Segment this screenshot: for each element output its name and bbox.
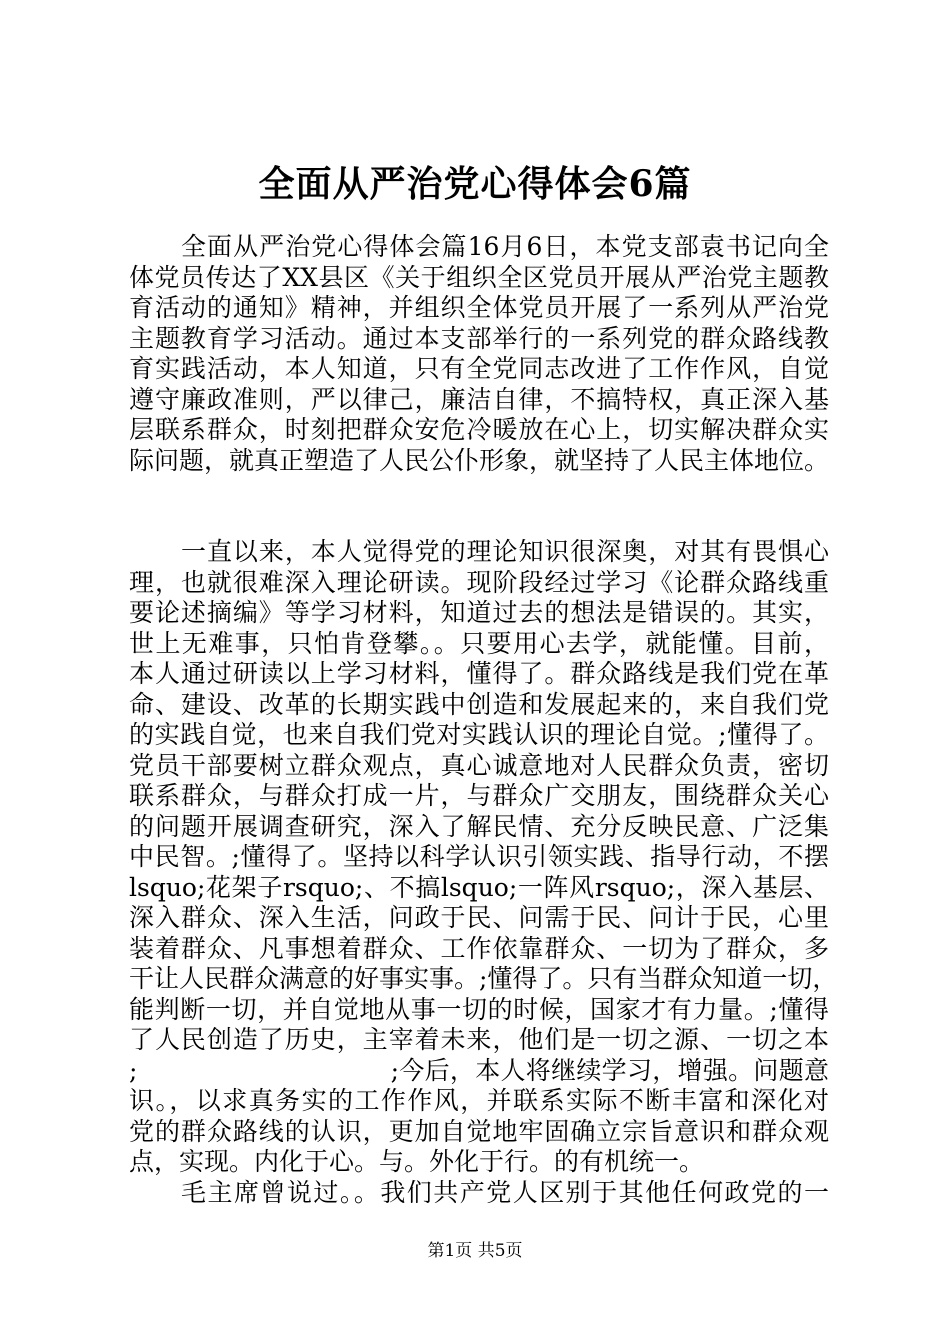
text-line: ; ;今后，本人将继续学习，增强。问题意 <box>129 1055 829 1085</box>
text-line: lsquo;花架子rsquo;、不搞lsquo;一阵风rsquo;，深入基层、 <box>129 872 829 902</box>
text-line: 深入群众、深入生活，问政于民、问需于民、问计于民，心里 <box>129 903 829 932</box>
document-title: 全面从严治党心得体会6篇 <box>258 163 692 205</box>
paragraph-2 <box>129 537 838 1178</box>
text-line: 际问题，就真正塑造了人民公仆形象，就坚持了人民主体地位。 <box>129 445 830 475</box>
text-line: 理，也就很难深入理论研读。现阶段经过学习《论群众路线重 <box>129 567 829 597</box>
text-line: 点，实现。内化于心。与。外化于行。的有机统一。 <box>129 1147 705 1176</box>
text-line: 本人通过研读以上学习材料，懂得了。群众路线是我们党在革 <box>129 659 829 688</box>
text-line: 党员干部要树立群众观点，真心诚意地对人民群众负责，密切 <box>129 750 829 780</box>
text-line: 全面从严治党心得体会篇16月6日，本党支部袁书记向全 <box>181 232 829 261</box>
paragraph-3 <box>129 1178 829 1209</box>
text-line: 层联系群众，时刻把群众安危冷暖放在心上，切实解决群众实 <box>129 415 829 444</box>
text-line: 毛主席曾说过。。我们共产党人区别于其他任何政党的一 <box>181 1177 829 1207</box>
text-line: 要论述摘编》等学习材料，知道过去的想法是错误的。其实， <box>129 598 829 627</box>
text-line: 世上无难事，只怕肯登攀。。只要用心去学，就能懂。目前， <box>129 628 829 658</box>
text-line: 育实践活动，本人知道，只有全党同志改进了工作作风，自觉 <box>129 354 829 383</box>
text-line: 主题教育学习活动。通过本支部举行的一系列党的群众路线教 <box>129 323 829 353</box>
document-body <box>129 232 838 1208</box>
text-line: 的实践自觉，也来自我们党对实践认识的理论自觉。;懂得了。 <box>129 720 829 749</box>
paragraph-gap <box>129 476 829 537</box>
text-line: 育活动的通知》精神，并组织全体党员开展了一系列从严治党 <box>129 293 829 322</box>
text-line: 遵守廉政准则，严以律己，廉洁自律，不搞特权，真正深入基 <box>129 384 829 414</box>
text-line: 党的群众路线的认识，更加自觉地牢固确立宗旨意识和群众观 <box>129 1116 829 1146</box>
text-line: 了人民创造了历史，主宰着未来，他们是一切之源、一切之本 <box>129 1025 829 1054</box>
text-line: 识。，以求真务实的工作作风，并联系实际不断丰富和深化对 <box>129 1086 829 1115</box>
text-line: 联系群众，与群众打成一片，与群众广交朋友，围绕群众关心 <box>129 781 829 810</box>
text-line: 的问题开展调查研究，深入了解民情、充分反映民意、广泛集 <box>129 811 829 841</box>
text-line: 干让人民群众满意的好事实事。;懂得了。只有当群众知道一切， <box>129 964 838 993</box>
text-line: 体党员传达了XX县区《关于组织全区党员开展从严治党主题教 <box>129 262 829 292</box>
text-line: 命、建设、改革的长期实践中创造和发展起来的，来自我们党 <box>129 689 829 719</box>
text-line: 装着群众、凡事想着群众、工作依靠群众、一切为了群众，多 <box>129 933 829 963</box>
text-line: 中民智。;懂得了。坚持以科学认识引领实践、指导行动，不摆 <box>129 842 829 871</box>
paragraph-1 <box>129 232 829 476</box>
text-line: 一直以来，本人觉得党的理论知识很深奥，对其有畏惧心 <box>181 537 829 566</box>
page-footer: 第1页 共5页 <box>427 1241 523 1261</box>
text-line: 能判断一切，并自觉地从事一切的时候，国家才有力量。;懂得 <box>129 994 829 1024</box>
